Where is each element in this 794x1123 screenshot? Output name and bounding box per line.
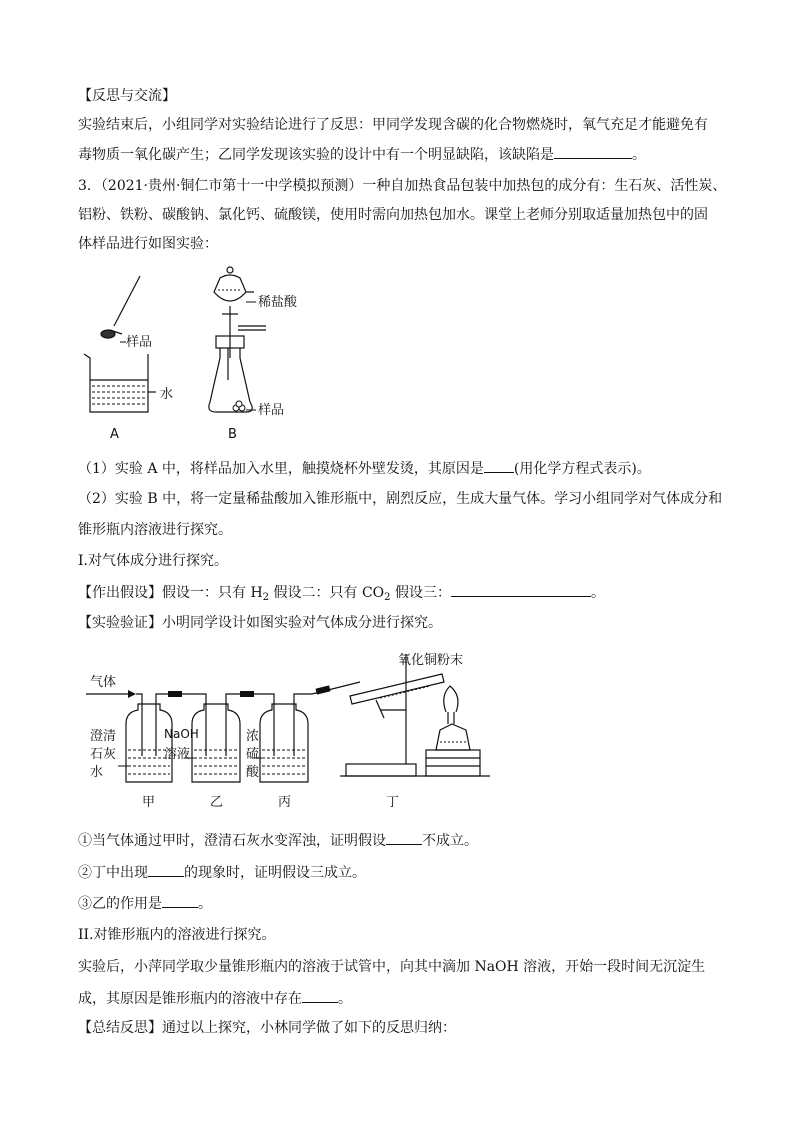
label-limewater-1: 澄清 (90, 729, 117, 744)
label-ding: 丁 (386, 795, 400, 810)
hypothesis-line: 【作出假设】假设一：只有 $H_2$ 假设二：只有 $CO_2$ 假设三： 。 (78, 582, 605, 603)
label-cuo: 氧化铜粉末 (398, 653, 464, 668)
answer-blank (302, 988, 338, 1003)
label-naoh-1: NaOH (164, 727, 199, 741)
label-limewater-2: 石灰 (90, 747, 117, 762)
question-3-line-3: 体样品进行如图实验： (78, 236, 218, 252)
part-1-heading: I.对气体成分进行探究。 (78, 553, 228, 569)
label-water: 水 (160, 387, 174, 402)
label-jia: 甲 (142, 795, 156, 810)
label-acid-3: 酸 (246, 765, 260, 780)
summary-line: 【总结反思】通过以上探究，小林同学做了如下的反思归纳： (78, 1020, 456, 1036)
label-b: B (228, 427, 237, 442)
question-3-line-1: 3．（2021·贵州·铜仁市第十一中学模拟预测）一种自加热食品包装中加热包的成分有：生石灰、活性炭、 (78, 178, 727, 194)
answer-blank (451, 582, 591, 597)
label-acid-2: 硫 (246, 747, 260, 762)
answer-blank (484, 458, 514, 473)
label-sample-b: 样品 (258, 403, 285, 418)
label-naoh-2: 溶液 (164, 747, 191, 762)
label-gas: 气体 (90, 675, 117, 690)
answer-blank (554, 144, 632, 159)
part-2-line-2: 成，其原因是锥形瓶内的溶液中存在 。 (78, 988, 352, 1009)
figure-gas-apparatus (80, 646, 490, 814)
item-2: ②丁中出现 的现象时，证明假设三成立。 (78, 862, 366, 883)
question-3-1: （1）实验 A 中，将样品加入水里，触摸烧杯外壁发烫，其原因是 (用化学方程式表示)。 (78, 458, 651, 479)
question-3-line-2: 铝粉、铁粉、碳酸钠、氯化钙、硫酸镁，使用时需向加热包加水。课堂上老师分别取适量加热包中的固 (78, 207, 708, 223)
label-yi: 乙 (210, 795, 224, 810)
part-2-line-1: 实验后，小萍同学取少量锥形瓶内的溶液于试管中，向其中滴加 NaOH 溶液，开始一段时间无沉淀生 (78, 959, 706, 975)
item-1: ①当气体通过甲时，澄清石灰水变浑浊，证明假设 不成立。 (78, 830, 478, 851)
label-acid-1: 浓 (246, 729, 260, 744)
question-3-2-line-2: 锥形瓶内溶液进行探究。 (78, 522, 232, 538)
answer-blank (386, 830, 422, 845)
label-bing: 丙 (278, 795, 292, 810)
label-limewater-3: 水 (90, 765, 104, 780)
label-a: A (110, 427, 119, 442)
figure-beaker-flask (70, 262, 330, 444)
label-sample-a: 样品 (126, 335, 153, 350)
reflection-line-2: 毒物质一氧化碳产生；乙同学发现该实验的设计中有一个明显缺陷，该缺陷是 。 (78, 144, 646, 165)
reflection-line-1: 实验结束后，小组同学对实验结论进行了反思：甲同学发现含碳的化合物燃烧时，氧气充足才能避免有 (78, 117, 708, 133)
answer-blank (148, 862, 184, 877)
reflection-heading: 【反思与交流】 (78, 88, 176, 104)
label-dilute-hcl: 稀盐酸 (258, 295, 298, 310)
item-3: ③乙的作用是 。 (78, 893, 212, 914)
part-2-heading: II.对锥形瓶内的溶液进行探究。 (78, 927, 276, 943)
answer-blank (162, 893, 198, 908)
question-3-2-line-1: （2）实验 B 中，将一定量稀盐酸加入锥形瓶中，剧烈反应，生成大量气体。学习小组同学对气体成分和 (78, 491, 723, 507)
verification-line: 【实验验证】小明同学设计如图实验对气体成分进行探究。 (78, 615, 442, 631)
